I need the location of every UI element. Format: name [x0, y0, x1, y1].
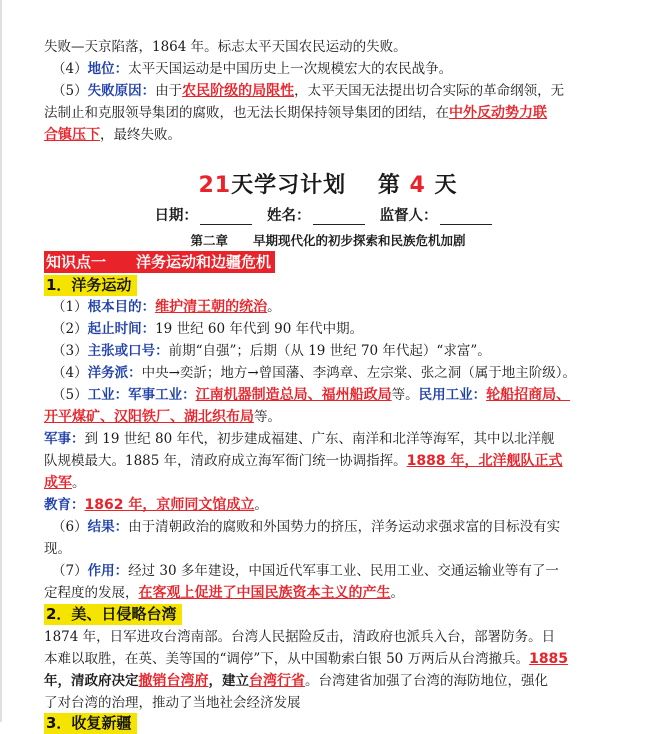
intro-item-5-line-2: 法制止和克服领导集团的腐败，也无法长期保持领导集团的团结，在中外反动势力联 — [44, 105, 547, 121]
knowledge-point-banner: 知识点一 洋务运动和边疆危机 — [44, 251, 275, 273]
s1-item-5: （5）工业：军事工业：江南机器制造总局、福州船政局等。民用工业：轮船招商局、 — [52, 387, 571, 403]
intro-item-5-line-3: 合镇压下，最终失败。 — [44, 127, 181, 143]
s2-line-2: 本难以取胜，在英、美等国的“调停”下，从中国勒索白银 50 万两后从台湾撤兵。1885 — [44, 651, 569, 667]
intro-item-5: （5）失败原因：由于农民阶级的局限性，太平天国无法提出切合实际的革命纲领，无 — [52, 83, 565, 99]
page-title: 21天学习计划 第 4 天 — [198, 173, 458, 198]
supervisor-label: 监督人： — [379, 208, 438, 224]
s1-item-6: （6）结果：由于清朝政治的腐败和外国势力的挤压，洋务运动求强求富的目标没有实 — [52, 519, 561, 535]
s1-item-1: （1）根本目的：维护清王朝的统治。 — [52, 299, 281, 315]
s2-line-1: 1874 年，日军进攻台湾南部。台湾人民据险反击，清政府也派兵入台，部署防务。日 — [44, 629, 556, 645]
s1-item-6-line-2: 现。 — [44, 541, 71, 557]
s1-military-line-2: 队规模最大。1885 年，清政府成立海军衙门统一协调指挥。1888 年，北洋舰队正式 — [44, 453, 563, 469]
s1-education: 教育：1862 年，京师同文馆成立。 — [44, 497, 268, 513]
section-1-heading: 1．洋务运动 — [44, 275, 137, 296]
name-blank — [313, 208, 365, 225]
chapter-heading: 第二章 早期现代化的初步探索和民族危机加剧 — [190, 233, 466, 248]
s1-item-7-line-2: 定程度的发展，在客观上促进了中国民族资本主义的产生。 — [44, 585, 404, 601]
intro-line-1: 失败—天京陷落，1864 年。标志太平天国农民运动的失败。 — [44, 39, 407, 55]
meta-fields — [2, 204, 652, 225]
date-label: 日期： — [154, 208, 198, 224]
section-2-heading: 2．美、日侵略台湾 — [44, 604, 182, 625]
s1-item-2: （2）起止时间：19 世纪 60 年代到 90 年代中期。 — [52, 321, 364, 337]
name-label: 姓名： — [267, 208, 311, 224]
s2-line-4: 了对台湾的治理，推动了当地社会经济发展 — [44, 695, 301, 711]
s1-military: 军事：到 19 世纪 80 年代，初步建成福建、广东、南洋和北洋等海军，其中以北洋舰 — [44, 431, 555, 447]
s1-item-7: （7）作用：经过 30 多年建设，中国近代军事工业、民用工业、交通运输业等有了一 — [52, 563, 559, 579]
intro-item-4: （4）地位：太平天国运动是中国历史上一次规模宏大的农民战争。 — [52, 61, 453, 77]
s1-item-5-line-2: 开平煤矿、汉阳铁厂、湖北织布局等。 — [44, 409, 281, 425]
s2-line-3: 年，清政府决定撤销台湾府，建立台湾行省。台湾建省加强了台湾的海防地位，强化 — [44, 673, 548, 689]
s1-item-3: （3）主张或口号：前期“自强”；后期（从 19 世纪 70 年代起）“求富”。 — [52, 343, 491, 359]
s1-military-line-3: 成军。 — [44, 475, 86, 491]
s1-item-4: （4）洋务派：中央→奕訢；地方→曾国藩、李鸿章、左宗棠、张之洞（属于地主阶级）。 — [52, 365, 576, 381]
section-3-heading: 3．收复新疆 — [44, 713, 137, 734]
date-blank — [200, 208, 252, 225]
supervisor-blank — [440, 208, 492, 225]
